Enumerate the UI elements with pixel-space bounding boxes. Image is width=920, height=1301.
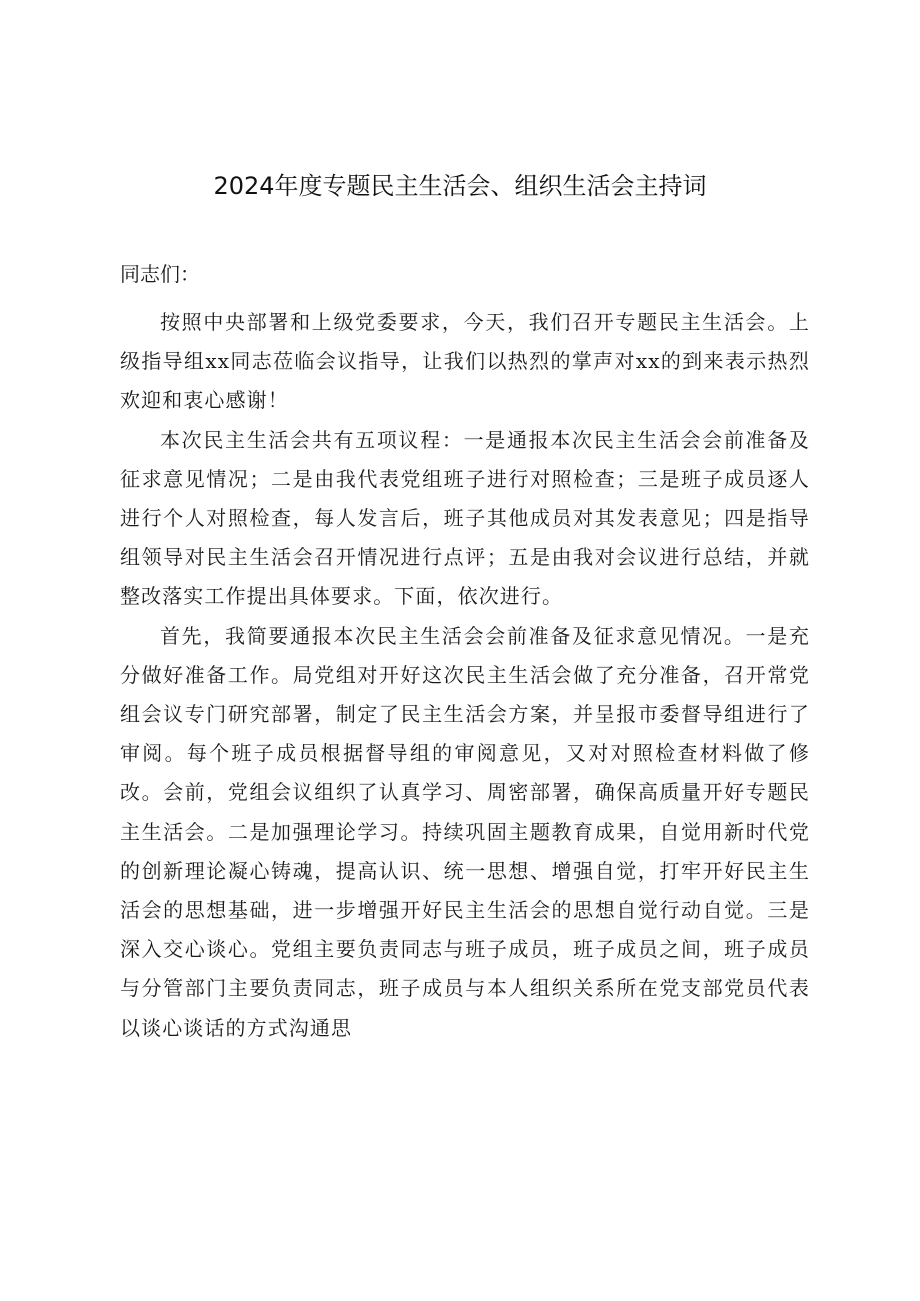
- document-title: 2024年度专题民主生活会、组织生活会主持词: [213, 172, 707, 200]
- greeting: 同志们：: [120, 262, 200, 286]
- paragraph-preparation: 首先，我简要通报本次民主生活会会前准备及征求意见情况。一是充分做好准备工作。局党组对开好这次民主生活会做了充分准备，召开常党组会议专门研究部署，制定了民主生活会方案，并呈报市委督导组进行了审阅。每个班子成员根据督导组的审阅意见，又对对照检查材料做了修改。会前，党组会议组织了认真学习、周密部署，确保高质量开好专题民主生活会。二是加强理论学习。持续巩固主题教育成果，自觉用新时代党的创新理论凝心铸魂，提高认识、统一思想、增强自觉，打牢开好民主生活会的思想基础，进一步增强开好民主生活会的思想自觉行动自觉。三是深入交心谈心。党组主要负责同志与班子成员，班子成员之间，班子成员与分管部门主要负责同志，班子成员与本人组织关系所在党支部党员代表以谈心谈话的方式沟通思: [120, 623, 810, 1040]
- paragraph-agenda: 本次民主生活会共有五项议程：一是通报本次民主生活会会前准备及征求意见情况；二是由我代表党组班子进行对照检查；三是班子成员逐人进行个人对照检查，每人发言后，班子其他成员对其发表意见；四是指导组领导对民主生活会召开情况进行点评；五是由我对会议进行总结，并就整改落实工作提出具体要求。下面，依次进行。: [120, 427, 810, 609]
- document-body: [120, 255, 810, 1048]
- paragraph-opening: 按照中央部署和上级党委要求，今天，我们召开专题民主生活会。上级指导组xx同志莅临会议指导，让我们以热烈的掌声对xx的到来表示热烈欢迎和衷心感谢！: [120, 310, 810, 413]
